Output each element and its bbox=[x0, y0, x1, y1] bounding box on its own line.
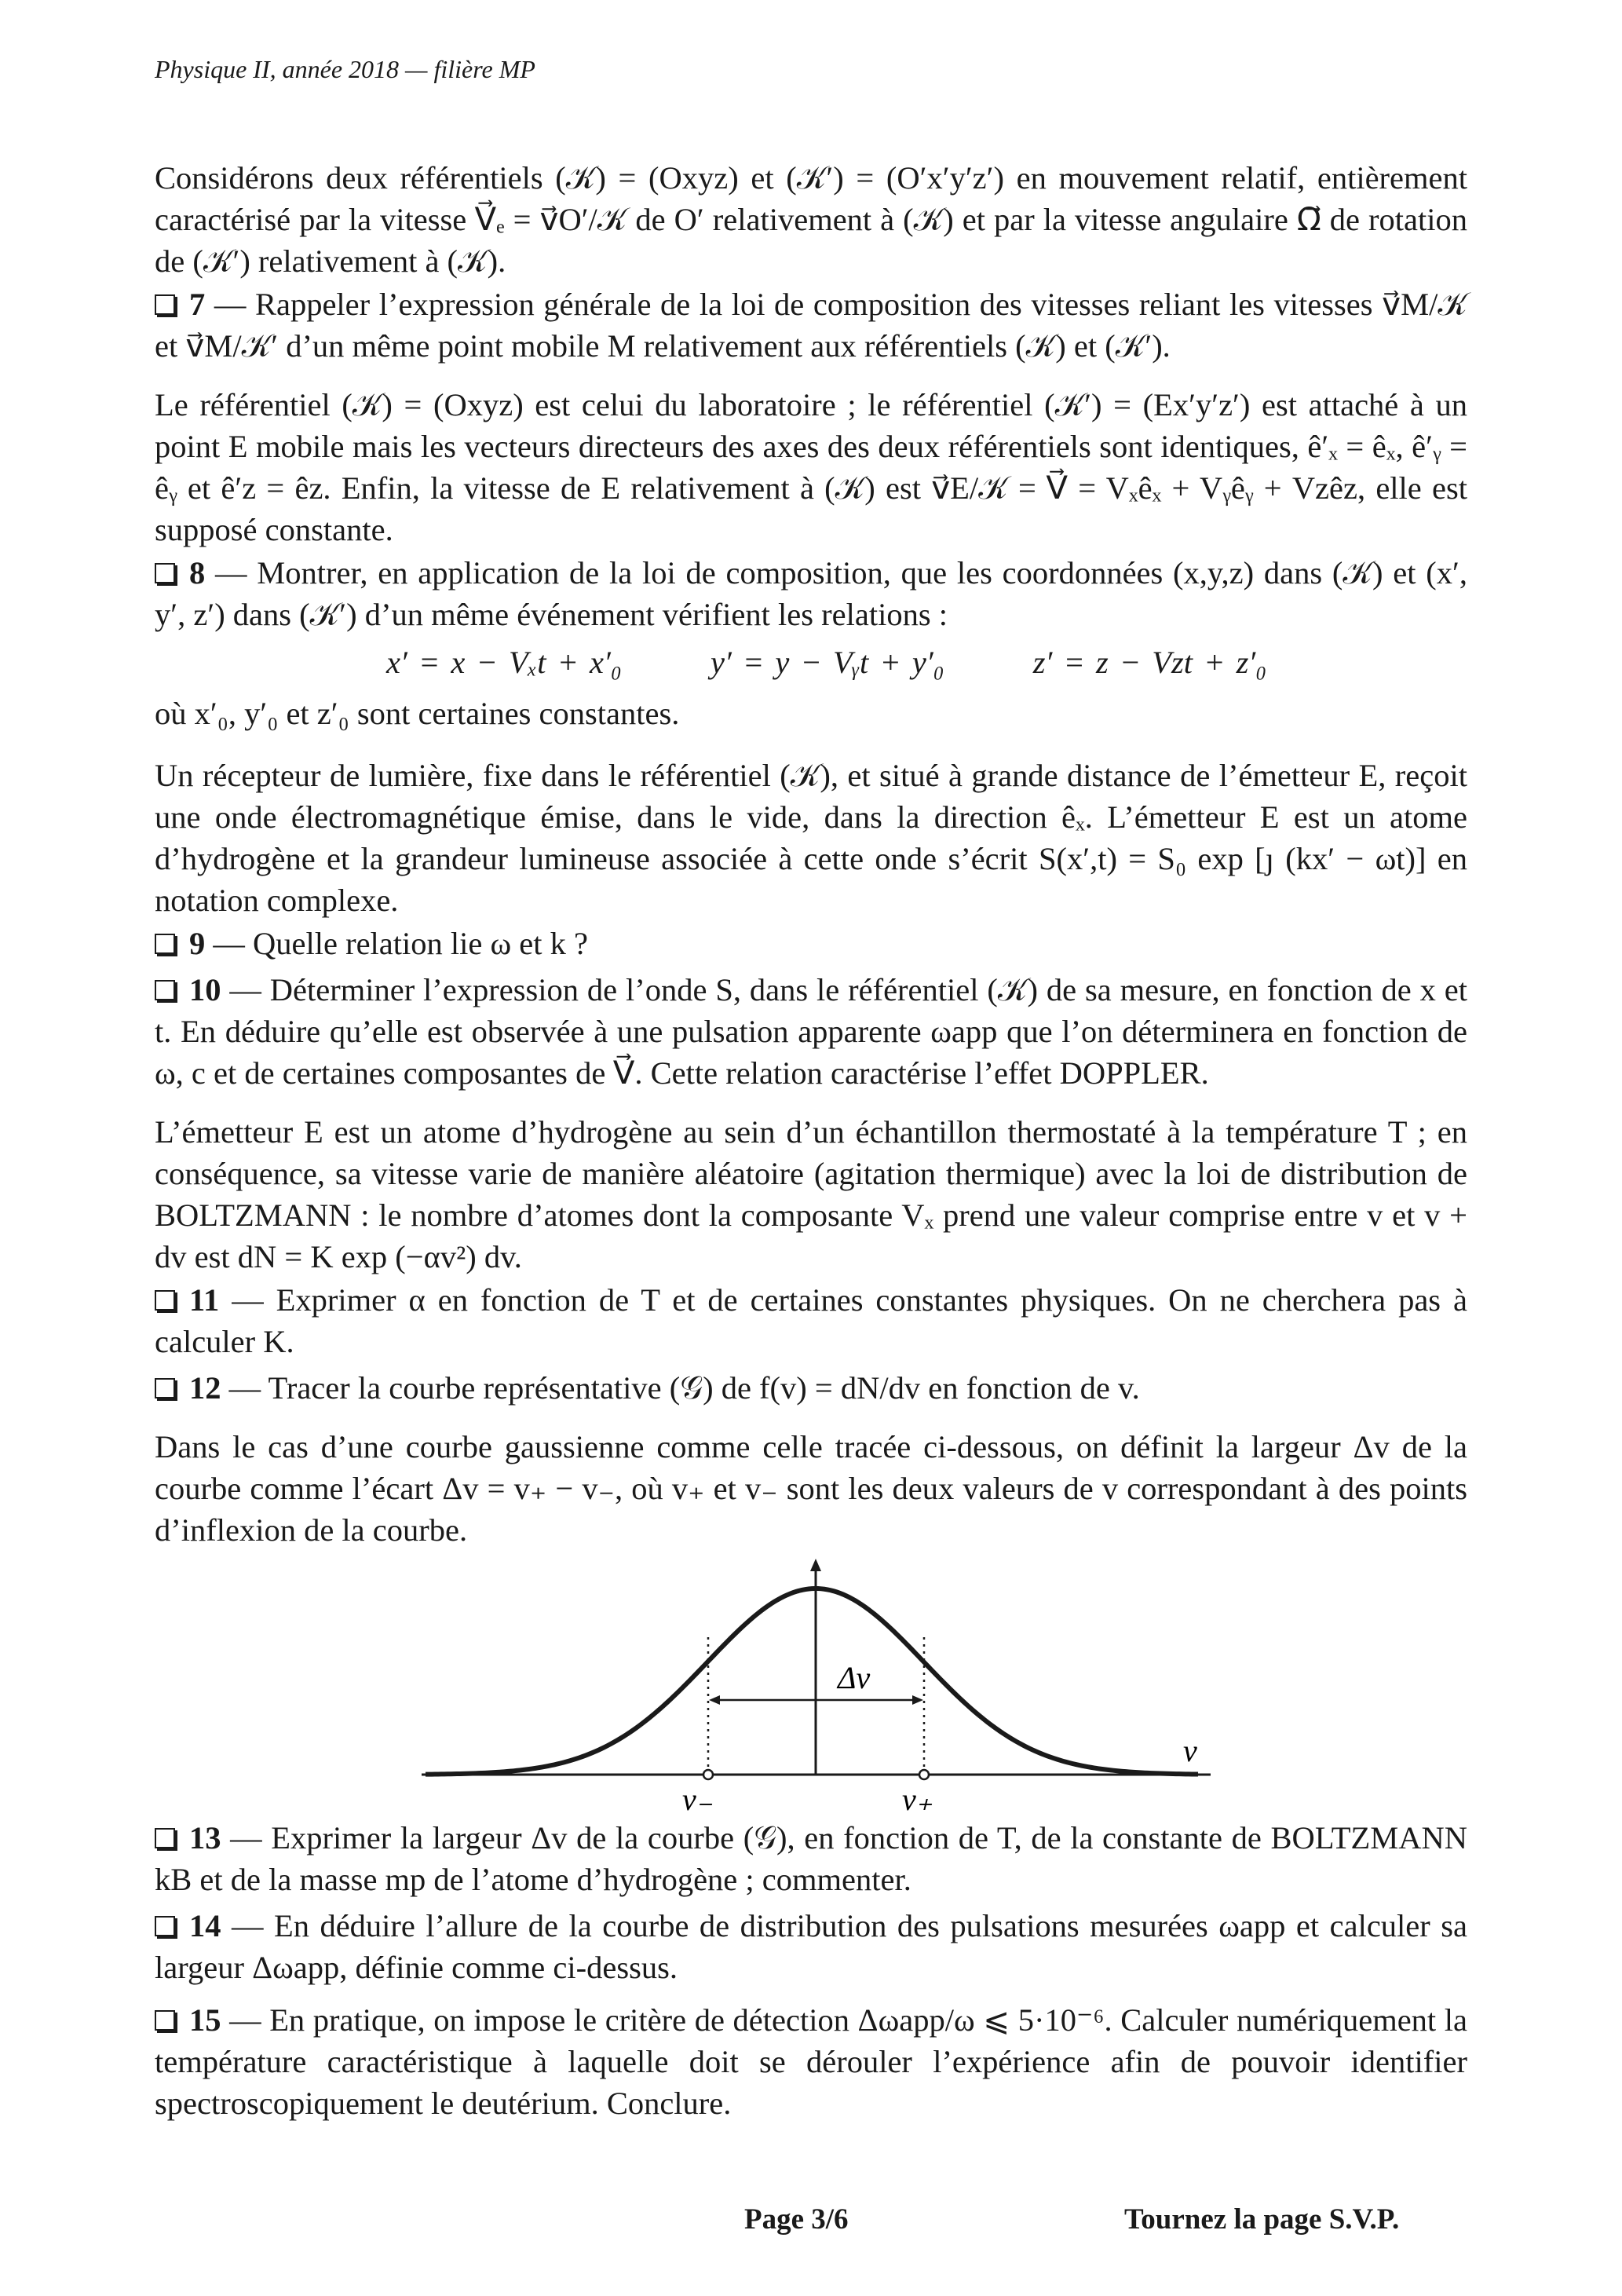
checkbox-icon bbox=[155, 294, 175, 315]
question-15 bbox=[155, 1999, 1467, 2124]
paragraph-frames: Considérons deux référentiels (𝒦) = (Oxyz) et (𝒦′) = (O′x′y′z′) en mouvement relatif, entièrement caractérisé par la vitesse V⃗ₑ = v⃗O′/𝒦 de O′ relativement à (𝒦) et par la vitesse angulaire Ω⃗ de rotation de (𝒦′) relativement à (𝒦). bbox=[155, 160, 1467, 279]
question-number: 10 bbox=[189, 972, 221, 1007]
question-13 bbox=[155, 1817, 1467, 1900]
page-content bbox=[155, 157, 1467, 2129]
question-8 bbox=[155, 552, 1467, 635]
question-number: 12 bbox=[189, 1370, 221, 1406]
question-text: — Exprimer la largeur Δv de la courbe (𝒢), en fonction de T, de la constante de BOLTZMANN kB et de la masse mp de l’atome d’hydrogène ; commenter. bbox=[155, 1820, 1467, 1897]
formula-x: x′ = x − Vₓt + x′₀ bbox=[386, 645, 622, 680]
gaussian-curve bbox=[426, 1589, 1198, 1775]
question-text: — En pratique, on impose le critère de détection Δωapp/ω ⩽ 5·10⁻⁶. Calculer numériquement la température caractéristique à laquelle doit se dérouler l’expérience afin de pouvoir identifier spectroscopiquement le deutérium. Conclure. bbox=[155, 2002, 1467, 2121]
width-arrow-right-icon bbox=[912, 1695, 923, 1705]
turn-page-note: Tournez la page S.V.P. bbox=[1124, 2203, 1400, 2236]
question-number: 7 bbox=[189, 287, 206, 322]
inflection-point-plus bbox=[919, 1770, 929, 1779]
question-number: 14 bbox=[189, 1908, 221, 1943]
paragraph-lab-frame: Le référentiel (𝒦) = (Oxyz) est celui du laboratoire ; le référentiel (𝒦′) = (Ex′y′z′) est attaché à un point E mobile mais les vecteurs directeurs des axes des deux référentiels sont identiques, ê′ₓ = êₓ, ê′ᵧ = êᵧ et ê′z = êz. Enfin, la vitesse de E relativement à (𝒦) est v⃗E/𝒦 = V⃗ = Vₓêₓ + Vᵧêᵧ + Vzêz, elle est supposé constante. bbox=[155, 387, 1467, 547]
checkbox-icon bbox=[155, 980, 175, 1000]
question-number: 8 bbox=[189, 555, 206, 590]
width-arrow-left-icon bbox=[709, 1695, 720, 1705]
question-text: — Rappeler l’expression générale de la loi de composition des vitesses reliant les vitesses v⃗M/𝒦 et v⃗M/𝒦′ d’un même point mobile M relativement aux référentiels (𝒦) et (𝒦′). bbox=[155, 287, 1467, 364]
question-number: 11 bbox=[189, 1282, 220, 1318]
question-text: — Déterminer l’expression de l’onde S, dans le référentiel (𝒦) de sa mesure, en fonction de x et t. En déduire qu’elle est observée à une pulsation apparente ωapp que l’on déterminera en fonction de ω, c et de certaines composantes de V⃗. Cette relation caractérise l’effet DOPPLER. bbox=[155, 972, 1467, 1091]
paragraph-receiver: Un récepteur de lumière, fixe dans le référentiel (𝒦), et situé à grande distance de l’émetteur E, reçoit une onde électromagnétique émise, dans le vide, dans la direction êₓ. L’émetteur E est un atome d’hydrogène et la grandeur lumineuse associée à cette onde s’écrit S(x′,t) = S₀ exp [ȷ (kx′ − ωt)] en notation complexe. bbox=[155, 758, 1467, 918]
question-7 bbox=[155, 283, 1467, 367]
galilean-transform-formula bbox=[155, 642, 1467, 683]
page-number: Page 3/6 bbox=[744, 2203, 849, 2236]
question-number: 9 bbox=[189, 926, 206, 961]
question-12 bbox=[155, 1367, 1467, 1409]
question-text: — En déduire l’allure de la courbe de distribution des pulsations mesurées ωapp et calculer sa largeur Δωapp, définie comme ci-dessus. bbox=[155, 1908, 1467, 1985]
inflection-point-minus bbox=[703, 1770, 713, 1779]
paragraph-gaussian-width: Dans le cas d’une courbe gaussienne comme celle tracée ci-dessous, on définit la largeur Δv de la courbe comme l’écart Δv = v₊ − v₋, où v₊ et v₋ sont les deux valeurs de v correspondant à des points d’inflexion de la courbe. bbox=[155, 1429, 1467, 1548]
label-v-plus: v₊ bbox=[902, 1782, 933, 1814]
question-number: 15 bbox=[189, 2002, 221, 2038]
checkbox-icon bbox=[155, 1916, 175, 1936]
vertical-axis-arrow-icon bbox=[810, 1559, 821, 1571]
question-text: — Exprimer α en fonction de T et de certaines constantes physiques. On ne cherchera pas à calculer K. bbox=[155, 1282, 1467, 1359]
question-number: 13 bbox=[189, 1820, 221, 1855]
question-9 bbox=[155, 923, 1467, 964]
checkbox-icon bbox=[155, 1290, 175, 1311]
gaussian-figure bbox=[155, 1559, 1467, 1814]
question-text: — Tracer la courbe représentative (𝒢) de f(v) = dN/dv en fonction de v. bbox=[221, 1370, 1140, 1406]
width-label: Δv bbox=[838, 1660, 871, 1695]
checkbox-icon bbox=[155, 1828, 175, 1848]
question-10 bbox=[155, 969, 1467, 1094]
page-header: Physique II, année 2018 — filière MP bbox=[155, 55, 535, 83]
checkbox-icon bbox=[155, 2010, 175, 2031]
axis-label-v: v bbox=[1183, 1733, 1197, 1768]
paragraph-boltzmann: L’émetteur E est un atome d’hydrogène au sein d’un échantillon thermostaté à la température T ; en conséquence, sa vitesse varie de manière aléatoire (agitation thermique) avec la loi de distribution de BOLTZMANN : le nombre d’atomes dont la composante Vₓ prend une valeur comprise entre v et v + dv est dN = K exp (−αv²) dv. bbox=[155, 1114, 1467, 1274]
checkbox-icon bbox=[155, 1378, 175, 1398]
question-text: — Montrer, en application de la loi de composition, que les coordonnées (x,y,z) dans (𝒦) et (x′, y′, z′) dans (𝒦′) d’un même événement vérifient les relations : bbox=[155, 555, 1467, 632]
label-v-minus: v₋ bbox=[682, 1782, 713, 1814]
formula-z: z′ = z − Vzt + z′₀ bbox=[1032, 645, 1267, 680]
checkbox-icon bbox=[155, 563, 175, 583]
question-14 bbox=[155, 1905, 1467, 1988]
question-text: — Quelle relation lie ω et k ? bbox=[205, 926, 588, 961]
gaussian-curve-svg bbox=[155, 1559, 1467, 1814]
paragraph-constants: où x′₀, y′₀ et z′₀ sont certaines constantes. bbox=[155, 696, 680, 731]
checkbox-icon bbox=[155, 934, 175, 954]
question-11 bbox=[155, 1279, 1467, 1362]
formula-y: y′ = y − Vᵧt + y′₀ bbox=[710, 645, 944, 680]
